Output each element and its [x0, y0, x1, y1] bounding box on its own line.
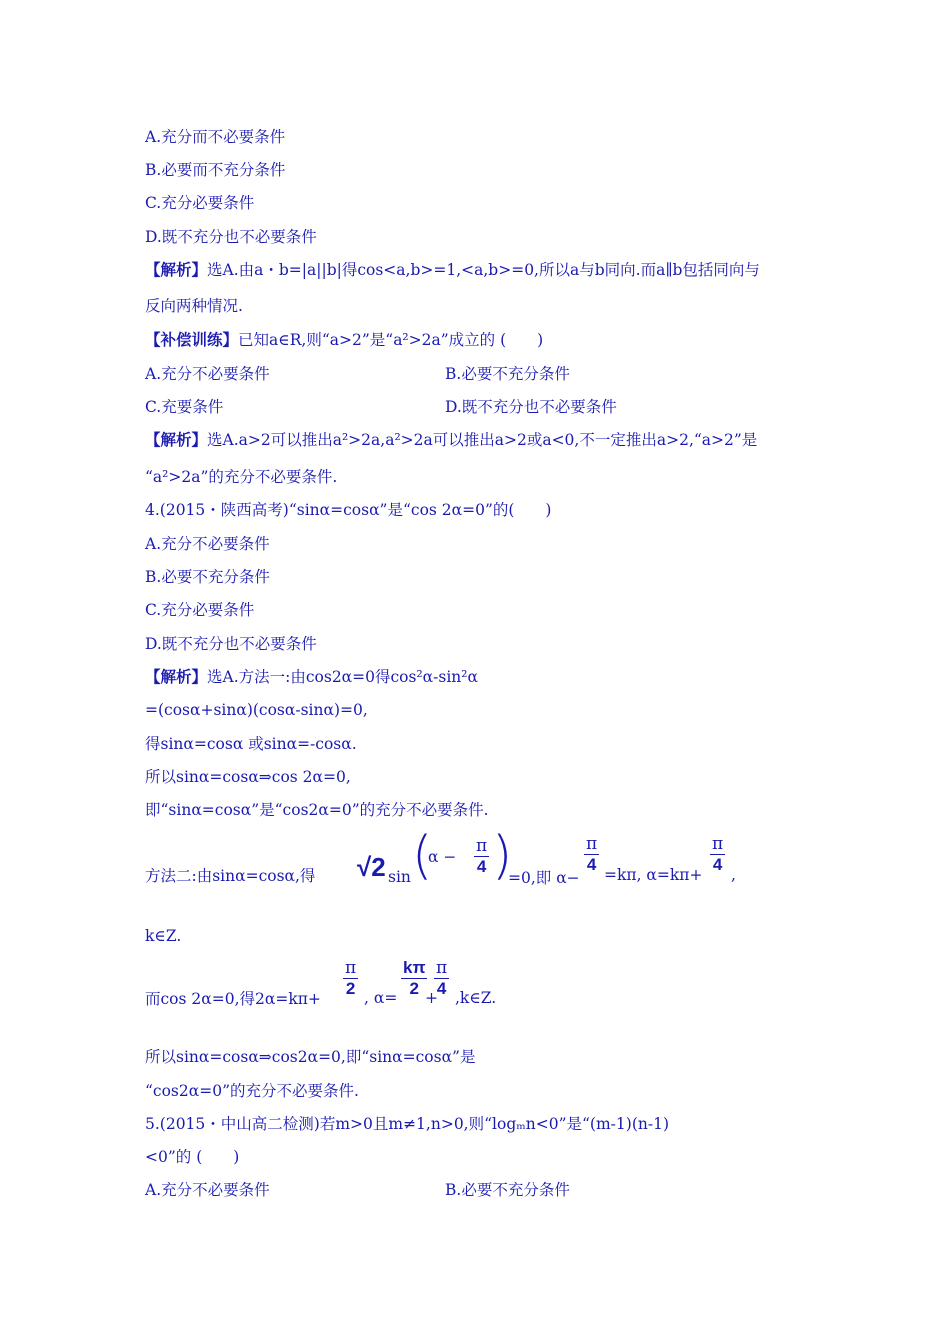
- fraction-numerator: π: [476, 836, 488, 856]
- supplement-analysis-line2: “a²>2a”的充分不必要条件.: [145, 468, 338, 486]
- analysis-text: 选A.a>2可以推出a²>2a,a²>2a可以推出a>2或a<0,不一定推出a>2,“a>2”是: [207, 431, 758, 449]
- supplement-option-c: C.充要条件: [145, 398, 224, 416]
- pi-over-4-fraction: [434, 958, 449, 999]
- analysis-tag: 【解析】: [145, 667, 208, 686]
- fraction-numerator: π: [586, 834, 598, 854]
- supplement-analysis-line1: [145, 430, 757, 450]
- q4-method1-line3: 得sinα=cosα 或sinα=-cosα.: [145, 735, 357, 753]
- fraction-denominator: 2: [409, 979, 419, 998]
- q3-analysis-line1: [145, 260, 760, 280]
- q5-option-a: A.充分不必要条件: [145, 1181, 270, 1199]
- supplement-option-d: D.既不充分也不必要条件: [445, 398, 617, 416]
- q4-method2-prefix: 方法二:由sinα=cosα,得: [145, 867, 316, 885]
- fraction-denominator: 4: [586, 855, 597, 874]
- kpi-over-2-fraction: [401, 958, 427, 999]
- q4-method2-line2-prefix: 而cos 2α=0,得2α=kπ+: [145, 990, 321, 1008]
- fraction-denominator: 4: [476, 857, 487, 876]
- analysis-tag: 【解析】: [145, 430, 208, 449]
- k-in-z-2: ,k∈Z.: [455, 989, 497, 1007]
- analysis-tag: 【解析】: [145, 260, 208, 279]
- comma: ,: [731, 866, 736, 884]
- fraction-numerator: kπ: [403, 958, 426, 977]
- q4-method1-line2: =(cosα+sinα)(cosα-sinα)=0,: [145, 701, 368, 719]
- sin-label: sin: [388, 868, 411, 886]
- q4-method1-line5: 即“sinα=cosα”是“cos2α=0”的充分不必要条件.: [145, 801, 489, 819]
- q4-option-c: C.充分必要条件: [145, 601, 255, 619]
- q4-stem: 4.(2015・陕西高考)“sinα=cosα”是“cos 2α=0”的( ): [145, 501, 552, 519]
- supplement-stem: [145, 330, 543, 350]
- q3-option-c: C.充分必要条件: [145, 194, 255, 212]
- fraction-denominator: 4: [436, 979, 447, 998]
- q4-method1-line4: 所以sinα=cosα⇒cos 2α=0,: [145, 768, 351, 786]
- eq-kpi-text: =kπ, α=kπ+: [604, 866, 703, 884]
- alpha-eq-text: , α=: [364, 989, 398, 1007]
- k-in-z: k∈Z.: [145, 927, 182, 945]
- q4-method1-line1: [145, 667, 478, 687]
- eq-zero-text: =0,即 α−: [508, 869, 580, 887]
- pi-over-4-fraction: [584, 834, 599, 875]
- left-paren: (: [412, 826, 433, 886]
- q5-stem-line1: 5.(2015・中山高二检测)若m>0且m≠1,n>0,则“logₘn<0”是“(m-1)(n-1): [145, 1115, 669, 1133]
- fraction-numerator: π: [436, 958, 448, 978]
- pi-over-4-fraction: [710, 834, 725, 875]
- supplement-option-b: B.必要不充分条件: [445, 365, 570, 383]
- q4-method2-conclusion1: 所以sinα=cosα⇒cos2α=0,即“sinα=cosα”是: [145, 1048, 476, 1066]
- q3-option-d: D.既不充分也不必要条件: [145, 228, 317, 246]
- q4-option-d: D.既不充分也不必要条件: [145, 635, 317, 653]
- fraction-denominator: 2: [345, 979, 356, 998]
- q4-option-a: A.充分不必要条件: [145, 535, 270, 553]
- q4-option-b: B.必要不充分条件: [145, 568, 270, 586]
- fraction-numerator: π: [712, 834, 724, 854]
- pi-over-2-fraction: [343, 958, 358, 999]
- q5-option-b: B.必要不充分条件: [445, 1181, 570, 1199]
- alpha-minus: α −: [428, 848, 457, 866]
- supplement-option-a: A.充分不必要条件: [145, 365, 270, 383]
- q3-option-b: B.必要而不充分条件: [145, 161, 286, 179]
- right-paren: ): [492, 826, 513, 886]
- pi-over-4-fraction: [474, 836, 489, 877]
- supplement-stem-text: 已知a∈R,则“a>2”是“a²>2a”成立的 ( ): [238, 331, 544, 349]
- q5-stem-line2: <0”的 ( ): [145, 1148, 240, 1166]
- supplement-tag: 【补偿训练】: [145, 330, 239, 349]
- q3-option-a: A.充分而不必要条件: [145, 128, 286, 146]
- analysis-text: 选A.方法一:由cos2α=0得cos²α-sin²α: [207, 668, 478, 686]
- fraction-numerator: π: [345, 958, 357, 978]
- fraction-denominator: 4: [712, 855, 723, 874]
- analysis-text: 选A.由a・b=|a||b|得cos<a,b>=1,<a,b>=0,所以a与b同向.而a∥b包括同向与: [207, 261, 760, 279]
- q4-method2-conclusion2: “cos2α=0”的充分不必要条件.: [145, 1082, 359, 1100]
- q3-analysis-line2: 反向两种情况.: [145, 297, 243, 315]
- plus-sign: +: [425, 989, 438, 1007]
- sqrt2-symbol: √2: [357, 852, 386, 882]
